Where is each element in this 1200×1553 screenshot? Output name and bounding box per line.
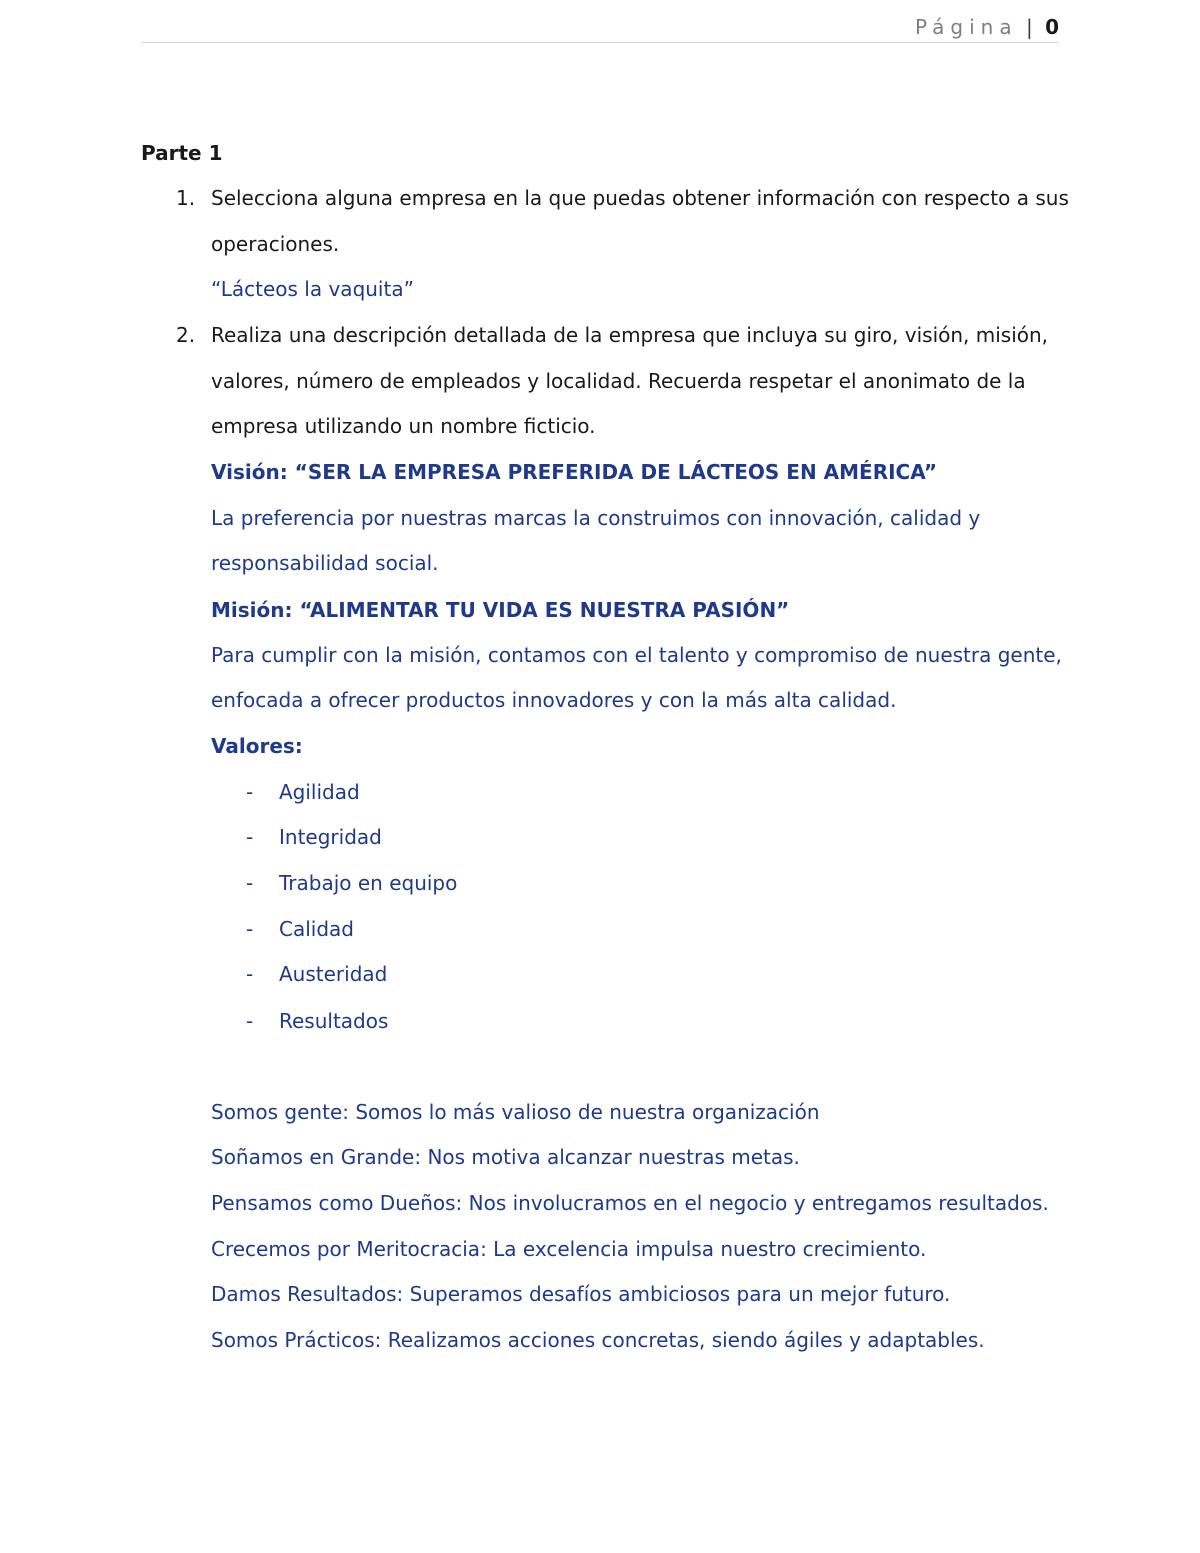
value-item-agilidad: Agilidad (279, 780, 360, 804)
value-item-calidad: Calidad (279, 917, 354, 941)
value-dash: - (246, 962, 254, 986)
mision-line-1: Para cumplir con la misión, contamos con el talento y compromiso de nuestra gente, (211, 643, 1062, 667)
page-header (141, 0, 1059, 43)
mision-line-2: enfocada a ofrecer productos innovadores y con la más alta calidad. (211, 688, 897, 712)
statement-crecemos-por-meritocracia: Crecemos por Meritocracia: La excelencia impulsa nuestro crecimiento. (211, 1237, 927, 1261)
value-dash: - (246, 871, 254, 895)
value-item-austeridad: Austeridad (279, 962, 388, 986)
vision-line-1: La preferencia por nuestras marcas la construimos con innovación, calidad y (211, 506, 981, 530)
item-1-line-2: operaciones. (211, 232, 340, 256)
statement-somos-gente: Somos gente: Somos lo más valioso de nuestra organización (211, 1100, 820, 1124)
vision-heading: Visión: “SER LA EMPRESA PREFERIDA DE LÁCTEOS EN AMÉRICA” (211, 460, 938, 484)
item-1-line-1: Selecciona alguna empresa en la que puedas obtener información con respecto a sus (211, 186, 1069, 210)
value-dash: - (246, 1009, 254, 1033)
value-dash: - (246, 917, 254, 941)
value-item-trabajo-en-equipo: Trabajo en equipo (279, 871, 458, 895)
page-number: 0 (1045, 15, 1059, 39)
item-2-line-2: valores, número de empleados y localidad. Recuerda respetar el anonimato de la (211, 369, 1026, 393)
section-title: Parte 1 (141, 141, 223, 165)
value-dash: - (246, 825, 254, 849)
value-item-integridad: Integridad (279, 825, 382, 849)
vision-line-2: responsabilidad social. (211, 551, 439, 575)
item-number-1: 1. (176, 186, 196, 210)
page-separator: | (1025, 15, 1033, 39)
page-number-block (915, 14, 1059, 40)
item-2-line-3: empresa utilizando un nombre ficticio. (211, 414, 596, 438)
statement-somos-practicos: Somos Prácticos: Realizamos acciones concretas, siendo ágiles y adaptables. (211, 1328, 985, 1352)
mision-heading: Misión: “ALIMENTAR TU VIDA ES NUESTRA PASIÓN” (211, 598, 790, 622)
statement-damos-resultados: Damos Resultados: Superamos desafíos ambiciosos para un mejor futuro. (211, 1282, 951, 1306)
item-number-2: 2. (176, 323, 196, 347)
valores-heading: Valores: (211, 734, 303, 758)
page-label: Página (915, 15, 1018, 39)
item-2-line-1: Realiza una descripción detallada de la empresa que incluya su giro, visión, misión, (211, 323, 1049, 347)
value-item-resultados: Resultados (279, 1009, 389, 1033)
company-name-answer: “Lácteos la vaquita” (211, 277, 414, 301)
value-dash: - (246, 780, 254, 804)
statement-pensamos-como-duenos: Pensamos como Dueños: Nos involucramos en el negocio y entregamos resultados. (211, 1191, 1049, 1215)
statement-sonamos-en-grande: Soñamos en Grande: Nos motiva alcanzar nuestras metas. (211, 1145, 800, 1169)
